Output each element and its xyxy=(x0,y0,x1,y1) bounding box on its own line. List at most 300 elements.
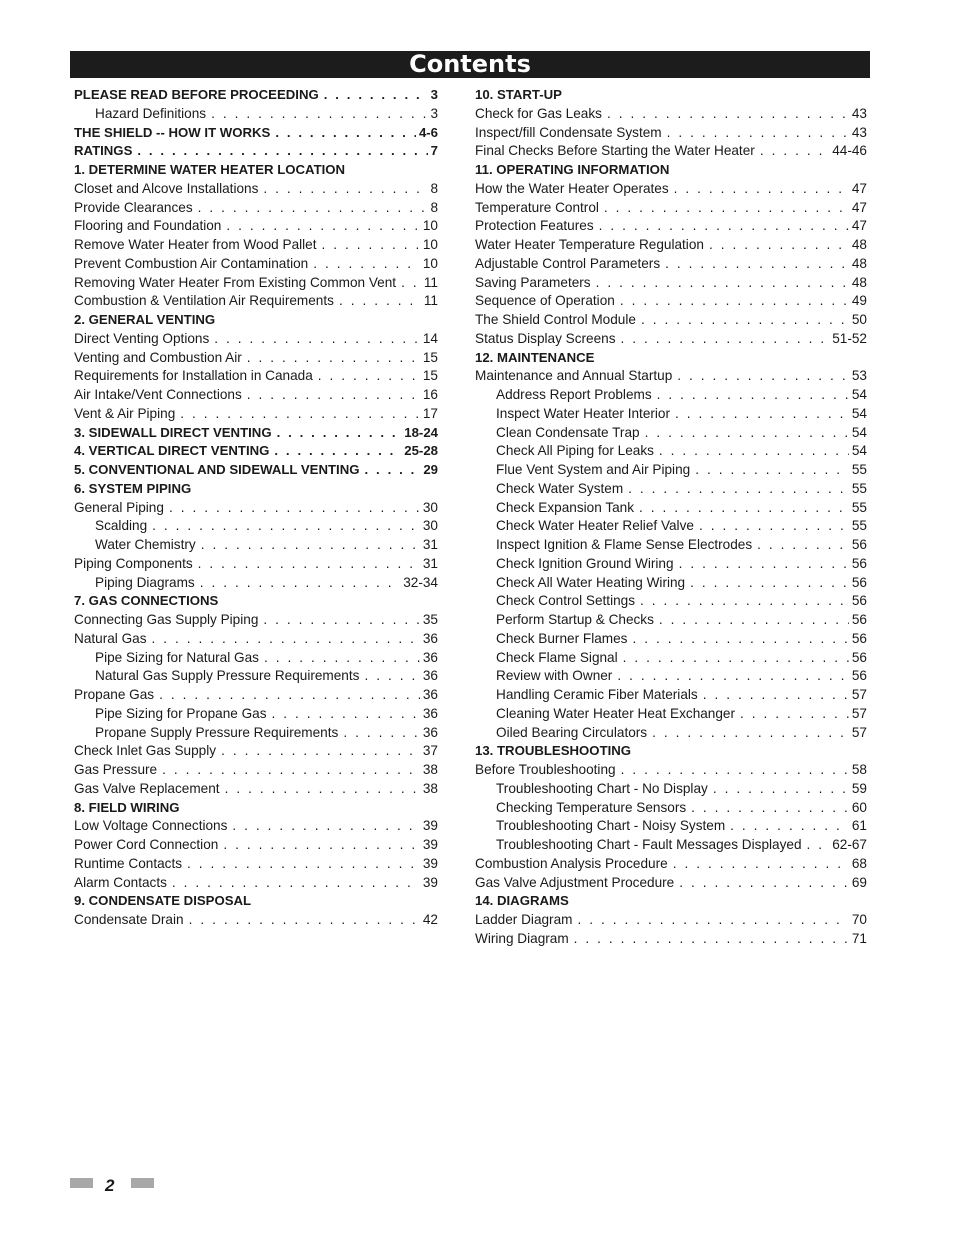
toc-page-number: 38 xyxy=(422,780,438,796)
toc-entry-label: 10. START-UP xyxy=(475,87,562,102)
toc-entry-label: 11. OPERATING INFORMATION xyxy=(475,162,670,177)
dot-leader xyxy=(232,818,419,833)
toc-entry[interactable] xyxy=(475,800,867,819)
toc-entry[interactable] xyxy=(74,275,438,294)
toc-page-number: 56 xyxy=(851,649,867,665)
toc-entry-label: Piping Diagrams xyxy=(95,574,195,590)
dot-leader xyxy=(621,331,830,346)
toc-entry-label: Natural Gas Supply Pressure Requirements xyxy=(95,668,360,684)
dot-leader xyxy=(659,612,849,627)
toc-entry-label: Gas Valve Replacement xyxy=(74,780,220,796)
toc-page-number: 56 xyxy=(851,612,867,627)
toc-entry-label: Temperature Control xyxy=(475,199,599,215)
dot-leader xyxy=(574,931,849,946)
toc-entry[interactable] xyxy=(74,237,438,256)
toc-entry-label: Alarm Contacts xyxy=(74,874,167,890)
toc-entry-label: Flooring and Foundation xyxy=(74,218,222,234)
toc-entry[interactable] xyxy=(74,218,438,237)
toc-page-number: 54 xyxy=(851,443,867,459)
dot-leader xyxy=(162,762,420,777)
toc-entry-label: RATINGS xyxy=(74,143,133,159)
toc-page-number: 43 xyxy=(851,124,867,140)
toc-page-number: 36 xyxy=(422,649,438,665)
dot-leader xyxy=(137,143,427,158)
toc-page-number: 47 xyxy=(851,199,867,215)
toc-page-number: 3 xyxy=(430,105,438,121)
dot-leader xyxy=(760,143,829,158)
dot-leader xyxy=(675,406,849,421)
toc-page-number: 31 xyxy=(422,537,438,552)
toc-page-number: 36 xyxy=(422,668,438,684)
dot-leader xyxy=(657,387,849,402)
toc-page-number: 14 xyxy=(422,330,438,346)
toc-entry[interactable] xyxy=(74,387,438,406)
dot-leader xyxy=(198,556,420,571)
toc-entry[interactable] xyxy=(475,650,867,669)
toc-entry-label: Inspect Water Heater Interior xyxy=(496,405,671,421)
toc-page-number: 39 xyxy=(422,837,438,852)
toc-entry[interactable] xyxy=(475,725,867,744)
toc-page-number: 10 xyxy=(422,218,438,234)
toc-page-number: 15 xyxy=(422,349,438,365)
toc-entry-label: 12. MAINTENANCE xyxy=(475,349,595,365)
toc-page-number: 3 xyxy=(430,87,438,102)
toc-entry-label: Inspect Ignition & Flame Sense Electrodes xyxy=(496,537,753,552)
toc-entry-label: 6. SYSTEM PIPING xyxy=(74,480,192,496)
dot-leader xyxy=(709,237,849,252)
toc-entry[interactable] xyxy=(74,331,438,350)
toc-entry-label: Removing Water Heater From Existing Common Vent xyxy=(74,274,397,290)
dot-leader xyxy=(628,481,849,496)
toc-entry-label: Runtime Contacts xyxy=(74,855,183,871)
toc-entry[interactable] xyxy=(74,762,438,781)
toc-entry[interactable] xyxy=(475,331,867,350)
toc-section-heading[interactable] xyxy=(74,443,438,462)
toc-entry[interactable] xyxy=(475,443,867,462)
toc-entry[interactable] xyxy=(475,875,867,894)
toc-entry[interactable] xyxy=(475,462,867,481)
dot-leader xyxy=(324,87,428,102)
dot-leader xyxy=(277,425,402,440)
toc-entry-label: Sequence of Operation xyxy=(475,293,615,309)
toc-entry[interactable] xyxy=(74,106,438,125)
toc-section-heading[interactable] xyxy=(475,893,867,912)
toc-entry[interactable] xyxy=(74,200,438,219)
dot-leader xyxy=(221,743,420,758)
dot-leader xyxy=(807,837,830,852)
toc-entry-label: THE SHIELD -- HOW IT WORKS xyxy=(74,124,271,140)
dot-leader xyxy=(645,425,849,440)
toc-page-number: 38 xyxy=(422,762,438,777)
toc-entry-label: 7. GAS CONNECTIONS xyxy=(74,593,219,609)
toc-entry-label: Combustion & Ventilation Air Requirements xyxy=(74,293,334,309)
toc-entry[interactable] xyxy=(74,181,438,200)
toc-section-heading[interactable] xyxy=(74,800,438,819)
toc-entry-label: Check All Water Heating Wiring xyxy=(496,574,686,590)
toc-entry-label: Check Control Settings xyxy=(496,593,636,609)
toc-entry-label: Maintenance and Annual Startup xyxy=(475,368,673,384)
toc-page-number: 56 xyxy=(851,668,867,684)
toc-entry-label: Air Intake/Vent Connections xyxy=(74,387,242,402)
toc-entry-label: 2. GENERAL VENTING xyxy=(74,312,216,327)
toc-page-number: 39 xyxy=(422,855,438,871)
toc-page-number: 59 xyxy=(851,780,867,796)
dot-leader xyxy=(639,500,849,515)
toc-page-number: 17 xyxy=(422,405,438,421)
dot-leader xyxy=(730,818,849,833)
toc-entry[interactable] xyxy=(475,237,867,256)
toc-entry[interactable] xyxy=(74,837,438,856)
toc-entry[interactable] xyxy=(74,256,438,275)
toc-entry[interactable] xyxy=(74,912,438,931)
toc-entry-label: Clean Condensate Trap xyxy=(496,424,640,440)
toc-page-number: 70 xyxy=(851,912,867,927)
toc-section-heading[interactable] xyxy=(74,312,438,331)
dot-leader xyxy=(679,875,849,890)
toc-page-number: 60 xyxy=(851,799,867,815)
toc-entry[interactable] xyxy=(74,818,438,837)
toc-entry[interactable] xyxy=(475,200,867,219)
dot-leader xyxy=(577,912,848,927)
toc-entry[interactable] xyxy=(475,218,867,237)
toc-section-heading[interactable] xyxy=(74,87,438,106)
toc-page-number: 55 xyxy=(851,499,867,515)
dot-leader xyxy=(713,781,849,796)
toc-page-number: 56 xyxy=(851,630,867,646)
toc-entry[interactable] xyxy=(74,687,438,706)
toc-entry[interactable] xyxy=(74,406,438,425)
toc-section-heading[interactable] xyxy=(74,162,438,181)
toc-page-number: 8 xyxy=(430,180,438,196)
dot-leader xyxy=(187,856,420,871)
toc-page-number: 55 xyxy=(851,462,867,477)
toc-entry-label: Before Troubleshooting xyxy=(475,762,616,777)
toc-entry-label: 5. CONVENTIONAL AND SIDEWALL VENTING xyxy=(74,462,360,477)
toc-entry-label: Check Inlet Gas Supply xyxy=(74,743,217,759)
toc-entry[interactable] xyxy=(475,818,867,837)
toc-entry-label: Remove Water Heater from Wood Pallet xyxy=(74,237,317,252)
contents-left-column xyxy=(74,87,438,931)
toc-page-number: 48 xyxy=(851,274,867,290)
toc-page-number: 56 xyxy=(851,555,867,571)
toc-entry[interactable] xyxy=(475,593,867,612)
toc-entry[interactable] xyxy=(475,406,867,425)
toc-page-number: 39 xyxy=(422,874,438,890)
toc-entry-label: Troubleshooting Chart - Fault Messages Displayed xyxy=(496,837,802,852)
toc-page-number: 37 xyxy=(422,743,438,759)
dot-leader xyxy=(152,631,420,646)
toc-page-number: 30 xyxy=(422,499,438,515)
dot-leader xyxy=(364,668,419,683)
toc-entry[interactable] xyxy=(475,481,867,500)
toc-entry[interactable] xyxy=(74,725,438,744)
toc-entry[interactable] xyxy=(74,293,438,312)
toc-entry-label: Piping Components xyxy=(74,555,193,571)
dot-leader xyxy=(169,500,420,515)
toc-page-number: 51-52 xyxy=(832,330,867,346)
toc-page-number: 56 xyxy=(851,537,867,552)
dot-leader xyxy=(313,256,420,271)
toc-page-number: 56 xyxy=(851,574,867,590)
toc-entry[interactable] xyxy=(74,575,438,594)
toc-entry[interactable] xyxy=(74,706,438,725)
toc-entry-label: 3. SIDEWALL DIRECT VENTING xyxy=(74,424,272,440)
toc-section-heading[interactable] xyxy=(475,350,867,369)
toc-page-number: 36 xyxy=(422,724,438,740)
dot-leader xyxy=(225,781,420,796)
toc-entry[interactable] xyxy=(475,312,867,331)
toc-page-number: 55 xyxy=(851,518,867,534)
toc-entry[interactable] xyxy=(475,181,867,200)
toc-page-number: 58 xyxy=(851,762,867,777)
toc-entry[interactable] xyxy=(74,743,438,762)
toc-page-number: 43 xyxy=(851,105,867,121)
toc-page-number: 68 xyxy=(851,855,867,871)
dot-leader xyxy=(365,462,421,477)
toc-page-number: 11 xyxy=(423,293,438,309)
toc-page-number: 71 xyxy=(851,930,867,946)
dot-leader xyxy=(263,612,419,627)
dot-leader xyxy=(691,800,849,815)
toc-entry[interactable] xyxy=(74,368,438,387)
dot-leader xyxy=(339,293,421,308)
toc-entry-label: Check Burner Flames xyxy=(496,630,628,646)
toc-entry-label: 13. TROUBLESHOOTING xyxy=(475,743,632,759)
toc-entry[interactable] xyxy=(475,668,867,687)
toc-entry[interactable] xyxy=(475,500,867,519)
toc-entry[interactable] xyxy=(74,650,438,669)
toc-entry[interactable] xyxy=(74,631,438,650)
toc-entry-label: Final Checks Before Starting the Water Heater xyxy=(475,143,755,159)
page-number: 2 xyxy=(105,1176,115,1195)
toc-page-number: 8 xyxy=(430,199,438,215)
dot-leader xyxy=(703,687,849,702)
toc-entry[interactable] xyxy=(475,143,867,162)
toc-entry-label: Troubleshooting Chart - Noisy System xyxy=(496,818,726,834)
toc-entry[interactable] xyxy=(74,500,438,519)
toc-page-number: 47 xyxy=(851,180,867,196)
dot-leader xyxy=(674,181,849,196)
toc-page-number: 15 xyxy=(422,368,438,384)
dot-leader xyxy=(198,200,428,215)
toc-entry-label: Power Cord Connection xyxy=(74,837,219,852)
toc-entry[interactable] xyxy=(475,631,867,650)
toc-entry-label: Saving Parameters xyxy=(475,274,591,290)
toc-entry[interactable] xyxy=(475,762,867,781)
toc-entry[interactable] xyxy=(475,912,867,931)
toc-page-number: 69 xyxy=(851,874,867,890)
toc-section-heading[interactable] xyxy=(475,743,867,762)
dot-leader xyxy=(274,443,401,458)
toc-page-number: 42 xyxy=(422,912,438,927)
toc-page-number: 54 xyxy=(851,424,867,440)
toc-page-number: 36 xyxy=(422,630,438,646)
toc-page-number: 36 xyxy=(422,705,438,721)
toc-entry-label: Prevent Combustion Air Contamination xyxy=(74,255,309,271)
dot-leader xyxy=(667,125,849,140)
toc-entry-label: Gas Pressure xyxy=(74,762,158,777)
toc-entry-label: 4. VERTICAL DIRECT VENTING xyxy=(74,443,270,459)
toc-page-number: 53 xyxy=(851,368,867,384)
toc-entry-label: Check Water System xyxy=(496,480,624,496)
toc-page-number: 61 xyxy=(851,818,867,834)
toc-entry-label: General Piping xyxy=(74,499,164,515)
toc-entry-label: Troubleshooting Chart - No Display xyxy=(496,780,708,796)
toc-entry-label: Propane Supply Pressure Requirements xyxy=(95,724,339,740)
dot-leader xyxy=(201,537,420,552)
toc-entry-label: Adjustable Control Parameters xyxy=(475,255,661,271)
toc-entry[interactable] xyxy=(74,350,438,369)
toc-entry[interactable] xyxy=(475,537,867,556)
toc-page-number: 30 xyxy=(422,518,438,534)
toc-entry[interactable] xyxy=(475,368,867,387)
toc-entry-label: Perform Startup & Checks xyxy=(496,612,654,627)
dot-leader xyxy=(226,218,420,233)
toc-entry[interactable] xyxy=(475,106,867,125)
toc-entry-label: Connecting Gas Supply Piping xyxy=(74,612,259,627)
dot-leader xyxy=(673,856,849,871)
toc-page-number: 57 xyxy=(851,687,867,702)
toc-entry-label: Low Voltage Connections xyxy=(74,818,228,834)
toc-entry-label: Inspect/fill Condensate System xyxy=(475,124,662,140)
dot-leader xyxy=(757,537,849,552)
toc-entry-label: Scalding xyxy=(95,518,148,534)
toc-entry-label: Propane Gas xyxy=(74,687,155,702)
dot-leader xyxy=(620,293,849,308)
toc-entry-label: Checking Temperature Sensors xyxy=(496,799,687,815)
toc-entry[interactable] xyxy=(74,856,438,875)
toc-entry-label: Water Heater Temperature Regulation xyxy=(475,237,704,252)
dot-leader xyxy=(607,106,849,121)
toc-entry[interactable] xyxy=(74,537,438,556)
toc-entry[interactable] xyxy=(475,687,867,706)
toc-entry-label: Pipe Sizing for Natural Gas xyxy=(95,649,259,665)
dot-leader xyxy=(632,631,848,646)
dot-leader xyxy=(690,575,849,590)
toc-entry[interactable] xyxy=(74,668,438,687)
dot-leader xyxy=(200,575,400,590)
toc-page-number: 48 xyxy=(851,237,867,252)
dot-leader xyxy=(652,725,849,740)
dot-leader xyxy=(318,368,420,383)
footer-bar-right xyxy=(131,1178,154,1188)
toc-entry[interactable] xyxy=(74,556,438,575)
toc-section-heading[interactable] xyxy=(475,162,867,181)
toc-entry-label: Ladder Diagram xyxy=(475,912,573,927)
toc-entry-label: Direct Venting Options xyxy=(74,330,210,346)
toc-page-number: 4-6 xyxy=(418,124,438,140)
toc-section-heading[interactable] xyxy=(475,87,867,106)
toc-entry-label: Review with Owner xyxy=(496,668,613,684)
toc-entry-label: Flue Vent System and Air Piping xyxy=(496,462,691,477)
dot-leader xyxy=(263,181,427,196)
dot-leader xyxy=(617,668,849,683)
toc-entry-label: Water Chemistry xyxy=(95,537,196,552)
toc-entry[interactable] xyxy=(475,293,867,312)
dot-leader xyxy=(211,106,427,121)
toc-page-number: 44-46 xyxy=(832,143,867,159)
toc-entry-label: Wiring Diagram xyxy=(475,930,569,946)
toc-entry-label: Check Expansion Tank xyxy=(496,499,635,515)
toc-entry-label: Provide Clearances xyxy=(74,199,193,215)
toc-section-heading[interactable] xyxy=(74,425,438,444)
toc-entry[interactable] xyxy=(74,781,438,800)
toc-entry[interactable] xyxy=(475,556,867,575)
toc-entry[interactable] xyxy=(74,875,438,894)
toc-page-number: 18-24 xyxy=(404,424,438,440)
toc-entry[interactable] xyxy=(475,706,867,725)
toc-page-number: 48 xyxy=(851,255,867,271)
dot-leader xyxy=(623,650,849,665)
dot-leader xyxy=(343,725,420,740)
toc-entry-label: Protection Features xyxy=(475,218,594,234)
dot-leader xyxy=(665,256,849,271)
toc-page-number: 47 xyxy=(851,218,867,234)
toc-section-heading[interactable] xyxy=(74,462,438,481)
toc-page-number: 31 xyxy=(422,555,438,571)
toc-entry-label: Gas Valve Adjustment Procedure xyxy=(475,874,675,890)
toc-page-number: 7 xyxy=(430,143,438,159)
toc-page-number: 54 xyxy=(851,387,867,402)
dot-leader xyxy=(152,518,420,533)
toc-entry[interactable] xyxy=(475,931,867,950)
toc-page-number: 10 xyxy=(422,255,438,271)
toc-page-number: 10 xyxy=(422,237,438,252)
dot-leader xyxy=(247,387,420,402)
toc-section-heading[interactable] xyxy=(74,143,438,162)
toc-page-number: 11 xyxy=(423,274,438,290)
toc-entry[interactable] xyxy=(475,275,867,294)
toc-entry[interactable] xyxy=(475,837,867,856)
dot-leader xyxy=(695,462,849,477)
toc-entry-label: Status Display Screens xyxy=(475,330,616,346)
toc-entry[interactable] xyxy=(475,518,867,537)
toc-entry-label: Closet and Alcove Installations xyxy=(74,180,259,196)
toc-entry[interactable] xyxy=(475,575,867,594)
toc-section-heading[interactable] xyxy=(74,125,438,144)
dot-leader xyxy=(659,443,849,458)
toc-entry[interactable] xyxy=(475,612,867,631)
dot-leader xyxy=(264,650,420,665)
toc-section-heading[interactable] xyxy=(74,893,438,912)
toc-entry[interactable] xyxy=(475,387,867,406)
toc-entry[interactable] xyxy=(475,856,867,875)
dot-leader xyxy=(599,218,849,233)
toc-entry-label: Requirements for Installation in Canada xyxy=(74,368,313,384)
toc-page-number: 56 xyxy=(851,593,867,609)
dot-leader xyxy=(223,837,420,852)
dot-leader xyxy=(401,275,421,290)
toc-entry-label: Address Report Problems xyxy=(496,387,652,402)
toc-entry[interactable] xyxy=(475,256,867,275)
toc-entry[interactable] xyxy=(475,781,867,800)
toc-entry-label: Check for Gas Leaks xyxy=(475,105,602,121)
toc-entry[interactable] xyxy=(475,125,867,144)
toc-entry-label: 9. CONDENSATE DISPOSAL xyxy=(74,893,252,909)
toc-entry-label: How the Water Heater Operates xyxy=(475,180,669,196)
dot-leader xyxy=(641,312,849,327)
toc-section-heading[interactable] xyxy=(74,481,438,500)
toc-entry-label: Combustion Analysis Procedure xyxy=(475,855,668,871)
toc-entry[interactable] xyxy=(475,425,867,444)
toc-page-number: 25-28 xyxy=(404,443,438,459)
toc-entry[interactable] xyxy=(74,518,438,537)
toc-section-heading[interactable] xyxy=(74,593,438,612)
toc-entry-label: 14. DIAGRAMS xyxy=(475,893,569,909)
page-title: Contents xyxy=(70,51,870,78)
toc-entry[interactable] xyxy=(74,612,438,631)
dot-leader xyxy=(679,556,849,571)
